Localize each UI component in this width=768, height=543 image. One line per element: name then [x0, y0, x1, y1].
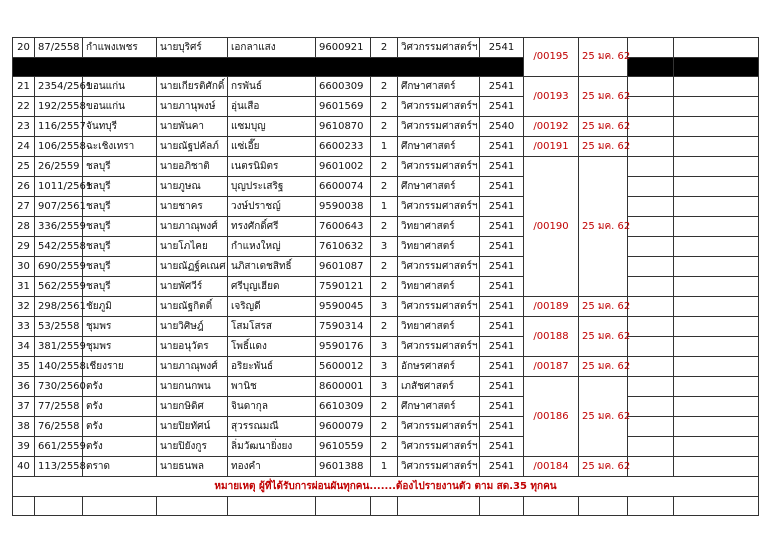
cell-year: 2541	[480, 237, 524, 257]
cell-num: 3	[371, 297, 398, 317]
cell-surname: อุ่นเสือ	[228, 97, 316, 117]
cell-year: 2540	[480, 117, 524, 137]
cell-surname: บุญประเสริฐ	[228, 177, 316, 197]
cell-province: ตรัง	[83, 437, 157, 457]
cell-code: 690/2559	[35, 257, 83, 277]
cell-code: 2354/2561	[35, 77, 83, 97]
table-row	[13, 97, 759, 117]
cell-num: 1	[371, 457, 398, 477]
cell-surname: เอกลาแสง	[228, 38, 316, 58]
cell-no: 30	[13, 257, 35, 277]
cell-empty	[628, 237, 674, 257]
cell-num: 2	[371, 97, 398, 117]
cell-name: นายภาณุพงศ์	[157, 217, 228, 237]
cell-province: ตรัง	[83, 377, 157, 397]
cell-no: 38	[13, 417, 35, 437]
table-row	[13, 377, 759, 397]
cell-surname: พานิช	[228, 377, 316, 397]
cell-faculty: วิศวกรรมศาสตร์ฯ	[398, 337, 480, 357]
cell-surname: นภิสาเดชสิทธิ์	[228, 257, 316, 277]
cell-empty	[628, 277, 674, 297]
cell-code: 113/2558	[35, 457, 83, 477]
cell-faculty: ศึกษาศาสตร์	[398, 177, 480, 197]
cell-empty	[674, 337, 759, 357]
cell-code: 562/2559	[35, 277, 83, 297]
cell-faculty: วิทยาศาสตร์	[398, 237, 480, 257]
cell-code: 298/2561	[35, 297, 83, 317]
cell-code: 26/2559	[35, 157, 83, 177]
cell-year: 2541	[480, 257, 524, 277]
cell-code: 106/2558	[35, 137, 83, 157]
table-row	[13, 137, 759, 157]
redacted-row	[13, 58, 759, 77]
cell-faculty: วิศวกรรมศาสตร์ฯ	[398, 257, 480, 277]
cell-province: ชลบุรี	[83, 177, 157, 197]
cell-province: ชลบุรี	[83, 237, 157, 257]
cell-num: 3	[371, 357, 398, 377]
cell-id: 7610632	[316, 237, 371, 257]
deferment-table	[12, 37, 759, 516]
empty-row	[13, 497, 759, 516]
note-row	[13, 477, 759, 497]
cell-date: 25 มค. 62	[579, 457, 628, 477]
cell-surname: ทรงศักดิ์ศรี	[228, 217, 316, 237]
cell-code: 77/2558	[35, 397, 83, 417]
cell-date: 25 มค. 62	[579, 38, 628, 77]
cell-no: 23	[13, 117, 35, 137]
cell-empty	[157, 497, 228, 516]
cell-no: 21	[13, 77, 35, 97]
cell-no: 26	[13, 177, 35, 197]
cell-doc: /00189	[524, 297, 579, 317]
cell-empty	[628, 457, 674, 477]
cell-id: 9601087	[316, 257, 371, 277]
cell-code: 76/2558	[35, 417, 83, 437]
cell-doc: /00191	[524, 137, 579, 157]
cell-empty	[628, 257, 674, 277]
cell-empty	[83, 497, 157, 516]
cell-faculty: วิศวกรรมศาสตร์ฯ	[398, 417, 480, 437]
cell-empty	[674, 157, 759, 177]
cell-num: 2	[371, 277, 398, 297]
cell-num: 3	[371, 337, 398, 357]
cell-id: 7600643	[316, 217, 371, 237]
cell-name: นายโภไคย	[157, 237, 228, 257]
cell-doc: /00192	[524, 117, 579, 137]
cell-faculty: วิศวกรรมศาสตร์ฯ	[398, 457, 480, 477]
cell-empty	[628, 297, 674, 317]
cell-empty	[628, 337, 674, 357]
cell-faculty: ศึกษาศาสตร์	[398, 397, 480, 417]
cell-no: 33	[13, 317, 35, 337]
cell-year: 2541	[480, 77, 524, 97]
cell-name: นายอนุวัตร	[157, 337, 228, 357]
cell-name: นายปิยังกูร	[157, 437, 228, 457]
table-row	[13, 297, 759, 317]
cell-empty	[628, 217, 674, 237]
cell-no: 40	[13, 457, 35, 477]
cell-empty	[35, 497, 83, 516]
cell-code: 53/2558	[35, 317, 83, 337]
cell-empty	[628, 377, 674, 397]
cell-year: 2541	[480, 197, 524, 217]
cell-doc: /00184	[524, 457, 579, 477]
cell-name: นายกษิดิศ	[157, 397, 228, 417]
cell-name: นายบุริศร์	[157, 38, 228, 58]
cell-name: นายธนพล	[157, 457, 228, 477]
cell-faculty: วิศวกรรมศาสตร์ฯ	[398, 117, 480, 137]
cell-surname: สุวรรณมณี	[228, 417, 316, 437]
cell-date: 25 มค. 62	[579, 157, 628, 297]
cell-faculty: วิศวกรรมศาสตร์ฯ	[398, 38, 480, 58]
cell-surname: แซมบุญ	[228, 117, 316, 137]
cell-empty	[371, 497, 398, 516]
cell-num: 3	[371, 377, 398, 397]
cell-name: นายพัศวีร์	[157, 277, 228, 297]
cell-province: ชุมพร	[83, 317, 157, 337]
cell-year: 2541	[480, 397, 524, 417]
cell-surname: จินดากุล	[228, 397, 316, 417]
cell-year: 2541	[480, 457, 524, 477]
cell-no: 20	[13, 38, 35, 58]
cell-year: 2541	[480, 337, 524, 357]
cell-empty	[674, 58, 759, 77]
cell-faculty: วิศวกรรมศาสตร์ฯ	[398, 97, 480, 117]
cell-no: 24	[13, 137, 35, 157]
cell-empty	[398, 497, 480, 516]
cell-empty	[579, 497, 628, 516]
cell-doc: /00190	[524, 157, 579, 297]
cell-id: 9590176	[316, 337, 371, 357]
cell-province: ตรัง	[83, 397, 157, 417]
cell-name: นายวิศิษฎ์	[157, 317, 228, 337]
cell-empty	[628, 417, 674, 437]
cell-num: 2	[371, 217, 398, 237]
redaction-bar	[13, 58, 524, 77]
table-row	[13, 237, 759, 257]
cell-num: 2	[371, 317, 398, 337]
cell-code: 661/2559	[35, 437, 83, 457]
table-row	[13, 317, 759, 337]
cell-name: นายภูษณ	[157, 177, 228, 197]
cell-province: ชลบุรี	[83, 157, 157, 177]
cell-year: 2541	[480, 357, 524, 377]
cell-faculty: วิศวกรรมศาสตร์ฯ	[398, 157, 480, 177]
cell-doc: /00187	[524, 357, 579, 377]
cell-code: 87/2558	[35, 38, 83, 58]
cell-name: นายปิยทัศน์	[157, 417, 228, 437]
cell-year: 2541	[480, 97, 524, 117]
cell-name: นายอภิชาติ	[157, 157, 228, 177]
cell-empty	[628, 177, 674, 197]
cell-province: ชุมพร	[83, 337, 157, 357]
cell-id: 6600074	[316, 177, 371, 197]
cell-empty	[674, 277, 759, 297]
cell-province: ตราด	[83, 457, 157, 477]
cell-date: 25 มค. 62	[579, 297, 628, 317]
cell-date: 25 มค. 62	[579, 317, 628, 357]
cell-num: 2	[371, 157, 398, 177]
cell-empty	[674, 297, 759, 317]
cell-empty	[628, 77, 674, 97]
cell-no: 34	[13, 337, 35, 357]
table-row	[13, 337, 759, 357]
cell-code: 381/2559	[35, 337, 83, 357]
cell-empty	[674, 38, 759, 58]
cell-province: ชลบุรี	[83, 197, 157, 217]
cell-id: 9590038	[316, 197, 371, 217]
cell-faculty: วิศวกรรมศาสตร์ฯ	[398, 437, 480, 457]
cell-faculty: วิทยาศาสตร์	[398, 217, 480, 237]
note-text: หมายเหตุ ผู้ที่ได้รับการผ่อนผันทุกคน.......ต้องไปรายงานตัว ตาม สด.35 ทุกคน	[13, 477, 759, 497]
cell-province: ตรัง	[83, 417, 157, 437]
table-row	[13, 277, 759, 297]
cell-id: 9590045	[316, 297, 371, 317]
cell-faculty: วิทยาศาสตร์	[398, 277, 480, 297]
cell-date: 25 มค. 62	[579, 377, 628, 457]
cell-empty	[674, 177, 759, 197]
cell-province: จันทบุรี	[83, 117, 157, 137]
cell-id: 8600001	[316, 377, 371, 397]
table-row	[13, 38, 759, 58]
cell-empty	[674, 497, 759, 516]
cell-faculty: ศึกษาศาสตร์	[398, 137, 480, 157]
cell-empty	[674, 377, 759, 397]
cell-surname: เจริญดี	[228, 297, 316, 317]
cell-empty	[674, 77, 759, 97]
cell-surname: ศรีบุญเฮียด	[228, 277, 316, 297]
cell-id: 6600233	[316, 137, 371, 157]
cell-year: 2541	[480, 38, 524, 58]
cell-surname: วงษ์ปราชญ์	[228, 197, 316, 217]
cell-empty	[628, 357, 674, 377]
cell-empty	[628, 157, 674, 177]
cell-id: 7590314	[316, 317, 371, 337]
cell-name: นายชาคร	[157, 197, 228, 217]
cell-doc: /00186	[524, 377, 579, 457]
cell-no: 37	[13, 397, 35, 417]
cell-empty	[674, 117, 759, 137]
cell-empty	[628, 58, 674, 77]
cell-num: 1	[371, 197, 398, 217]
cell-no: 28	[13, 217, 35, 237]
cell-code: 140/2558	[35, 357, 83, 377]
cell-code: 116/2557	[35, 117, 83, 137]
cell-no: 29	[13, 237, 35, 257]
cell-empty	[674, 217, 759, 237]
cell-province: ชลบุรี	[83, 217, 157, 237]
cell-doc: /00188	[524, 317, 579, 357]
cell-num: 2	[371, 77, 398, 97]
table-row	[13, 437, 759, 457]
cell-empty	[674, 357, 759, 377]
table-row	[13, 397, 759, 417]
cell-no: 25	[13, 157, 35, 177]
cell-year: 2541	[480, 377, 524, 397]
cell-faculty: วิศวกรรมศาสตร์ฯ	[398, 297, 480, 317]
table-row	[13, 357, 759, 377]
cell-empty	[316, 497, 371, 516]
cell-date: 25 มค. 62	[579, 77, 628, 117]
cell-name: นายณัฐปคัลภ์	[157, 137, 228, 157]
cell-empty	[674, 97, 759, 117]
table-row	[13, 197, 759, 217]
cell-empty	[674, 457, 759, 477]
cell-doc: /00193	[524, 77, 579, 117]
cell-province: ขอนแก่น	[83, 97, 157, 117]
cell-empty	[674, 397, 759, 417]
cell-id: 9601388	[316, 457, 371, 477]
cell-surname: แซ่เอี๊ย	[228, 137, 316, 157]
cell-empty	[674, 257, 759, 277]
cell-name: นายณัฐกิตติ์	[157, 297, 228, 317]
cell-faculty: เภสัชศาสตร์	[398, 377, 480, 397]
cell-code: 730/2560	[35, 377, 83, 397]
cell-id: 9610559	[316, 437, 371, 457]
cell-surname: เนตรนิมิตร	[228, 157, 316, 177]
cell-province: กำแพงเพชร	[83, 38, 157, 58]
cell-year: 2541	[480, 317, 524, 337]
cell-num: 2	[371, 397, 398, 417]
cell-date: 25 มค. 62	[579, 357, 628, 377]
cell-faculty: วิทยาศาสตร์	[398, 317, 480, 337]
cell-no: 31	[13, 277, 35, 297]
cell-num: 3	[371, 237, 398, 257]
cell-province: เชียงราย	[83, 357, 157, 377]
cell-surname: ลิ่มวัฒนายิ่งยง	[228, 437, 316, 457]
cell-year: 2541	[480, 417, 524, 437]
cell-year: 2541	[480, 157, 524, 177]
cell-no: 27	[13, 197, 35, 217]
cell-empty	[674, 237, 759, 257]
cell-empty	[13, 497, 35, 516]
cell-year: 2541	[480, 217, 524, 237]
cell-id: 6600309	[316, 77, 371, 97]
cell-surname: กรพันธ์	[228, 77, 316, 97]
cell-empty	[524, 497, 579, 516]
cell-no: 36	[13, 377, 35, 397]
table-row	[13, 77, 759, 97]
cell-id: 6610309	[316, 397, 371, 417]
cell-num: 2	[371, 437, 398, 457]
cell-code: 1011/2561	[35, 177, 83, 197]
table-row	[13, 117, 759, 137]
cell-surname: โพธิ์แดง	[228, 337, 316, 357]
cell-faculty: วิศวกรรมศาสตร์ฯ	[398, 197, 480, 217]
table-row	[13, 417, 759, 437]
cell-surname: โสมโสรส	[228, 317, 316, 337]
cell-empty	[628, 38, 674, 58]
cell-faculty: อักษรศาสตร์	[398, 357, 480, 377]
cell-empty	[228, 497, 316, 516]
cell-no: 32	[13, 297, 35, 317]
cell-id: 9600079	[316, 417, 371, 437]
cell-empty	[674, 317, 759, 337]
cell-empty	[628, 97, 674, 117]
cell-surname: อริยะพันธ์	[228, 357, 316, 377]
cell-name: นายภานุพงษ์	[157, 97, 228, 117]
cell-year: 2541	[480, 277, 524, 297]
cell-id: 9600921	[316, 38, 371, 58]
cell-empty	[628, 317, 674, 337]
cell-empty	[628, 497, 674, 516]
cell-empty	[480, 497, 524, 516]
cell-code: 542/2558	[35, 237, 83, 257]
cell-num: 2	[371, 38, 398, 58]
cell-doc: /00195	[524, 38, 579, 77]
cell-empty	[674, 437, 759, 457]
cell-province: ขอนแก่น	[83, 77, 157, 97]
table-row	[13, 257, 759, 277]
table-row	[13, 457, 759, 477]
cell-name: นายเกียรติศักดิ์	[157, 77, 228, 97]
cell-num: 1	[371, 137, 398, 157]
cell-name: นายภาณุพงศ์	[157, 357, 228, 377]
cell-year: 2541	[480, 437, 524, 457]
cell-num: 2	[371, 417, 398, 437]
cell-id: 9601569	[316, 97, 371, 117]
cell-code: 907/2561	[35, 197, 83, 217]
cell-id: 5600012	[316, 357, 371, 377]
cell-date: 25 มค. 62	[579, 117, 628, 137]
cell-empty	[674, 137, 759, 157]
cell-province: ชลบุรี	[83, 257, 157, 277]
table-row	[13, 217, 759, 237]
cell-empty	[674, 197, 759, 217]
cell-surname: ทองคำ	[228, 457, 316, 477]
cell-empty	[628, 197, 674, 217]
cell-year: 2541	[480, 177, 524, 197]
cell-empty	[674, 417, 759, 437]
cell-num: 2	[371, 177, 398, 197]
cell-code: 192/2558	[35, 97, 83, 117]
cell-no: 35	[13, 357, 35, 377]
table-row	[13, 157, 759, 177]
cell-name: นายกนกพน	[157, 377, 228, 397]
cell-name: นายณัฏฐ์คเณศ	[157, 257, 228, 277]
cell-empty	[628, 397, 674, 417]
cell-province: ชลบุรี	[83, 277, 157, 297]
cell-empty	[628, 437, 674, 457]
cell-id: 7590121	[316, 277, 371, 297]
cell-num: 2	[371, 117, 398, 137]
cell-faculty: ศึกษาศาสตร์	[398, 77, 480, 97]
cell-no: 22	[13, 97, 35, 117]
cell-empty	[628, 137, 674, 157]
table-body	[13, 38, 759, 516]
cell-id: 9601002	[316, 157, 371, 177]
cell-year: 2541	[480, 137, 524, 157]
cell-no: 39	[13, 437, 35, 457]
cell-num: 2	[371, 257, 398, 277]
cell-empty	[628, 117, 674, 137]
cell-name: นายพันคา	[157, 117, 228, 137]
cell-year: 2541	[480, 297, 524, 317]
cell-province: ฉะเชิงเทรา	[83, 137, 157, 157]
cell-surname: กำแหงใหญ่	[228, 237, 316, 257]
cell-province: ชัยภูมิ	[83, 297, 157, 317]
cell-code: 336/2559	[35, 217, 83, 237]
cell-date: 25 มค. 62	[579, 137, 628, 157]
cell-id: 9610870	[316, 117, 371, 137]
table-row	[13, 177, 759, 197]
